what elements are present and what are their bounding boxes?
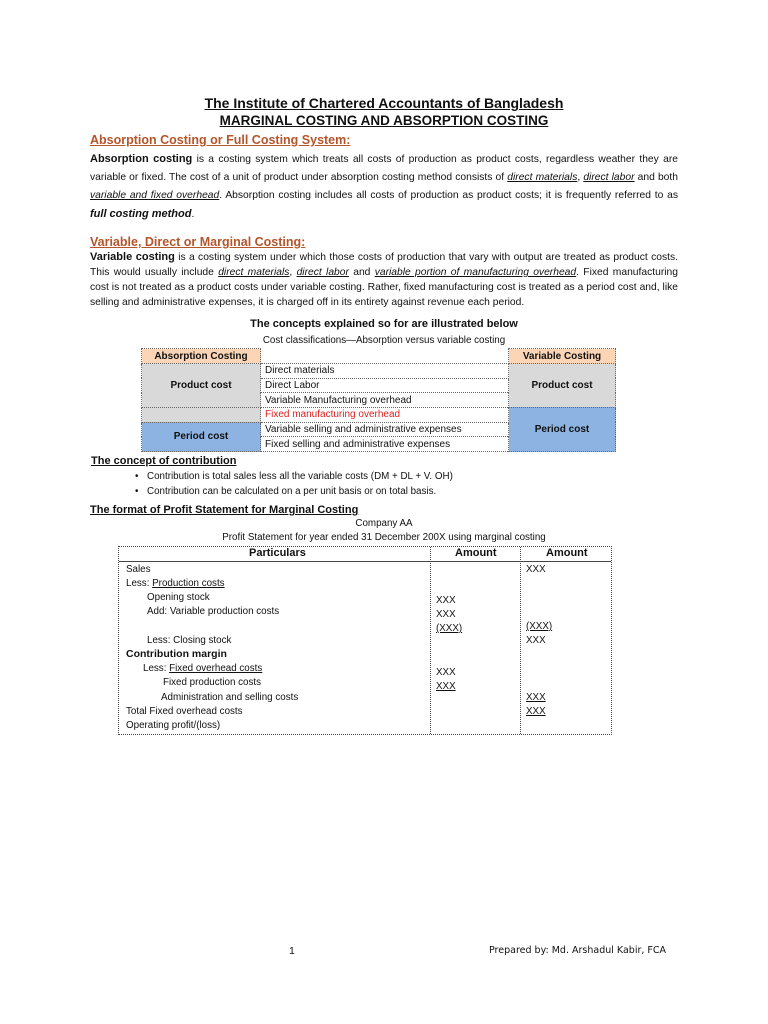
row-sales: Sales [126,564,151,575]
item-variable-manufacturing-overhead: Variable Manufacturing overhead [261,393,509,408]
absorption-text-1: is a costing system which treats all costs of production as product costs, regardless weather they are variable or fixed. The cost of a unit of product under absorption costing method consists of [90,154,678,183]
row-admin-selling: Administration and selling costs [161,692,299,703]
variable-period-cost: Period cost [509,407,616,451]
item-direct-labor: Direct Labor [261,378,509,393]
cost-classification-table [141,348,616,452]
row-operating-profit: Operating profit/(loss) [126,720,221,731]
row-fixed-production: Fixed production costs [163,677,262,688]
prepared-by: Prepared by: Md. Arshadul Kabir, FCA [489,945,666,956]
variable-prod-amount: XXX [436,609,456,620]
production-subtotal-1: (XXX) [436,623,463,634]
statement-header-row [119,547,611,562]
column-divider-2 [520,547,521,734]
production-costs-label: Production costs [152,578,225,589]
admin-amount-1: XXX [436,681,456,692]
opening-amount: XXX [436,595,456,606]
statement-subtitle: Profit Statement for year ended 31 December 200X using marginal costing [222,532,546,543]
row-opening-stock: Opening stock [147,592,210,603]
absorption-period-cost: Period cost [142,422,261,451]
item-fixed-selling-admin: Fixed selling and administrative expenses [261,437,509,452]
contribution-bullets [135,469,453,499]
absorption-variable-fixed-overhead: variable and fixed overhead [90,190,220,201]
row-less-fixed [143,663,262,674]
absorption-direct-labor: direct labor [583,172,635,183]
absorption-product-cost: Product cost [142,364,261,408]
item-fixed-manufacturing-overhead: Fixed manufacturing overhead [261,407,509,422]
col-particulars: Particulars [249,547,306,559]
variable-product-cost: Product cost [509,364,616,408]
closing-amount: XXX [526,635,546,646]
contribution-heading: The concept of contribution [91,455,237,467]
page-number: 1 [289,945,295,957]
production-subtotal-2: (XXX) [526,621,553,632]
profit-statement-table [118,546,612,735]
institute-title: The Institute of Chartered Accountants of Bangladesh [204,95,564,111]
absorption-comma: , [577,172,584,183]
absorption-text-3: . Absorption costing includes all costs of production as product costs; it is frequently referred to as [219,190,678,201]
absorption-direct-materials: direct materials [507,172,578,183]
variable-comma: , [289,267,297,278]
variable-portion-overhead: variable portion of manufacturing overhead [374,267,577,278]
fixed-overhead-label: Fixed overhead costs [169,663,263,674]
variable-heading: Variable, Direct or Marginal Costing: [90,235,306,249]
profit-statement-heading: The format of Profit Statement for Marginal Costing [90,504,359,516]
absorption-text-4: . [191,209,195,220]
full-costing-method: full costing method [90,208,192,220]
admin-amount-2: XXX [526,692,546,703]
absorption-costing-header: Absorption Costing [142,349,261,364]
contribution-bullet-2: • Contribution can be calculated on a per unit basis or on total basis. [135,484,453,499]
absorption-paragraph [90,150,678,224]
row-contribution-margin: Contribution margin [126,648,227,660]
row-variable-production: Add: Variable production costs [147,606,280,617]
item-direct-materials: Direct materials [261,364,509,379]
col-amount-2: Amount [546,547,588,559]
variable-paragraph [90,250,678,310]
concepts-title: The concepts explained so for are illustrated below [250,318,518,330]
absorption-heading: Absorption Costing or Full Costing System: [90,133,351,147]
variable-and: and [348,267,375,278]
absorption-term: Absorption costing [90,153,193,165]
header-spacer [261,349,509,364]
total-fixed-amount: XXX [526,706,546,717]
row-less-production [126,578,225,589]
variable-text-2: . Fixed manufacturing cost is not treated as a product costs under variable costing. Rather, fixed manufacturing cost is treated as a period cost and, like selling and administrative expenses, it is charged off in its entirety against revenue each period. [90,267,679,308]
fixed-prod-amount: XXX [436,667,456,678]
document-title: MARGINAL COSTING AND ABSORPTION COSTING [219,113,549,128]
variable-direct-labor: direct labor [296,267,349,278]
column-divider-1 [430,547,431,734]
less-fixed-label: Less: [143,663,170,674]
contribution-bullet-1: • Contribution is total sales less all the variable costs (DM + DL + V. OH) [135,469,453,484]
row-total-fixed: Total Fixed overhead costs [126,706,243,717]
sales-amount: XXX [526,564,546,575]
variable-term: Variable costing [90,251,175,263]
absorption-product-cost-fixed [142,407,261,422]
item-variable-selling-admin: Variable selling and administrative expenses [261,422,509,437]
company-name: Company AA [355,518,413,529]
less-label: Less: [126,578,153,589]
col-amount-1: Amount [455,547,497,559]
variable-direct-materials: direct materials [218,267,290,278]
concepts-caption: Cost classifications—Absorption versus variable costing [262,335,506,346]
variable-text-1: is a costing system under which those costs of production that vary with output are treated as product costs. This would usually include [90,252,678,278]
row-closing-stock: Less: Closing stock [147,635,232,646]
absorption-text-2: and both [634,172,678,183]
variable-costing-header: Variable Costing [509,349,616,364]
